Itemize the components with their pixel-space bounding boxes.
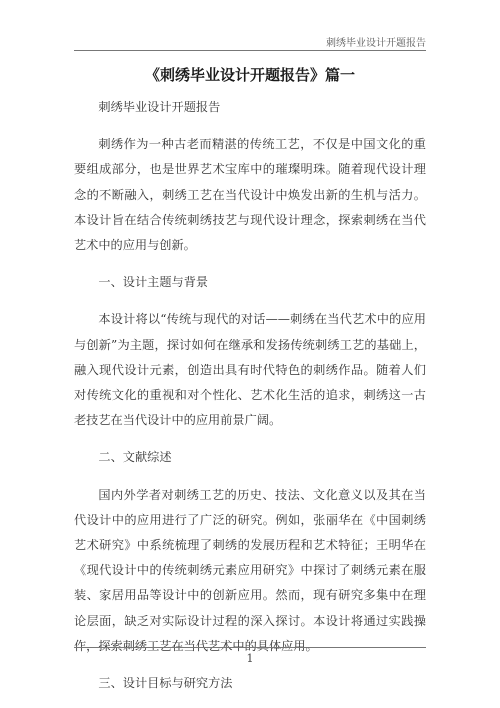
subtitle-paragraph: 刺绣毕业设计开题报告 xyxy=(98,100,221,114)
footer-divider xyxy=(74,647,426,648)
running-header: 刺绣毕业设计开题报告 xyxy=(326,38,426,49)
section-heading-3: 三、设计目标与研究方法 xyxy=(98,676,233,691)
section-heading-2: 二、文献综述 xyxy=(98,450,172,465)
section-paragraph-2: 国内外学者对刺绣工艺的历史、技法、文化意义以及其在当代设计中的应用进行了广泛的研究。例如，张丽华在《中国刺绣艺术研究》中系统梳理了刺绣的发展历程和艺术特征；王明华在《现代设计中的传统刺绣元素应用研究》中探讨了刺绣元素在服装、家居用品等设计中的创新应用。然而，现有研究多集中在理论层面，缺乏对实际设计过程的深入探讨。本设计将通过实践操作，探索刺绣工艺在当代艺术中的具体应用。 xyxy=(74,487,426,653)
page-number: 1 xyxy=(246,652,254,665)
header-divider xyxy=(74,50,426,51)
document-body xyxy=(74,95,426,708)
section-heading-1: 一、设计主题与背景 xyxy=(98,275,209,290)
intro-paragraph: 刺绣作为一种古老而精湛的传统工艺，不仅是中国文化的重要组成部分，也是世界艺术宝库中的璀璨明珠。随着现代设计理念的不断融入，刺绣工艺在当代设计中焕发出新的生机与活力。本设计旨在结合传统刺绣技艺与现代设计理念，探索刺绣在当代艺术中的应用与创新。 xyxy=(74,137,426,253)
section-paragraph-1: 本设计将以“传统与现代的对话——刺绣在当代艺术中的应用与创新”为主题，探讨如何在继承和发扬传统刺绣工艺的基础上，融入现代设计元素，创造出具有时代特色的刺绣作品。随着人们对传统文化的重视和对个性化、艺术化生活的追求，刺绣这一古老技艺在当代设计中的应用前景广阔。 xyxy=(74,312,426,428)
document-title: 《刺绣毕业设计开题报告》篇一 xyxy=(144,66,355,84)
